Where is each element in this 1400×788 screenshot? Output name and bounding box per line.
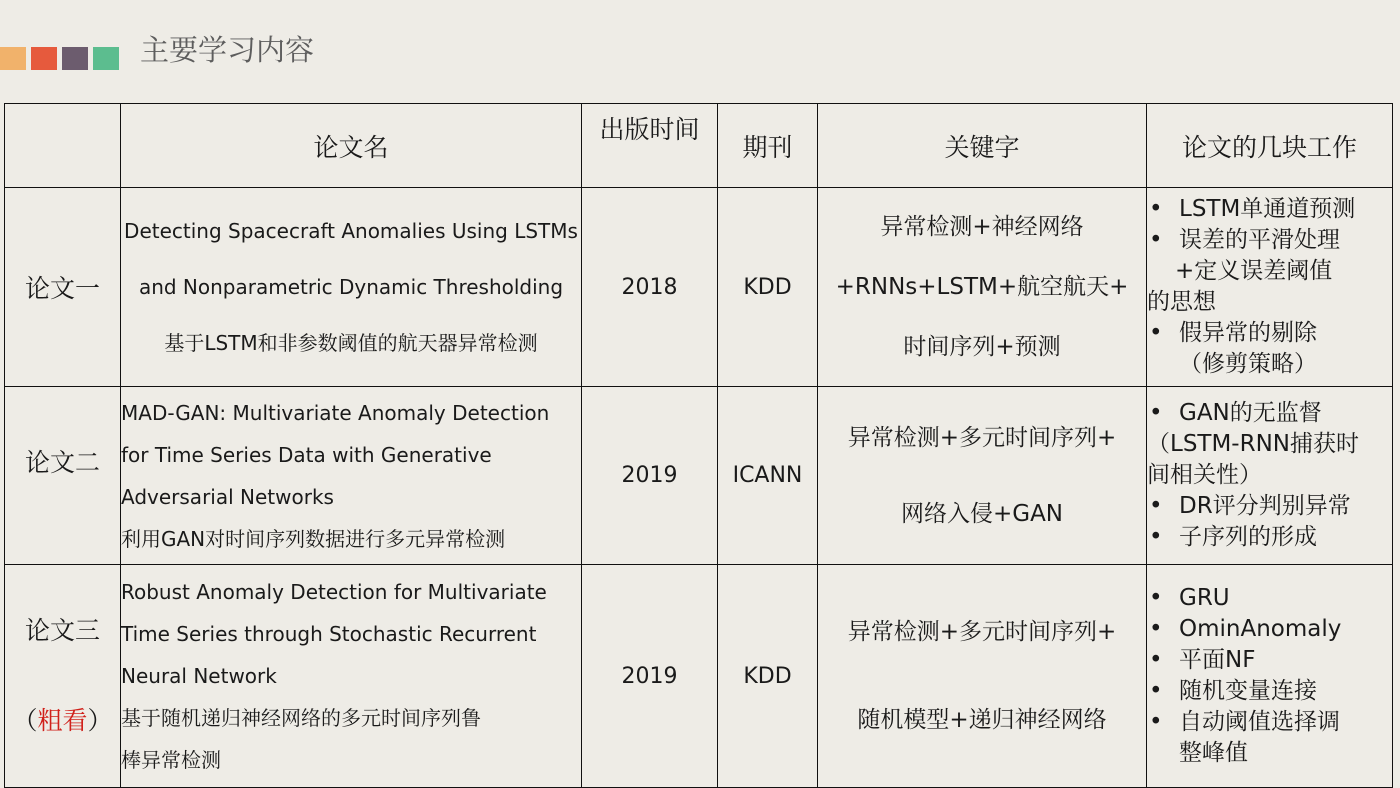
paper-title-line: and Nonparametric Dynamic Thresholding: [138, 275, 564, 299]
keywords-line: 异常检测+多元时间序列+: [847, 424, 1117, 451]
works-cell: [1147, 565, 1393, 788]
work-item-continued: +定义误差阈值: [1175, 258, 1333, 284]
paper-title-line: Adversarial Networks: [121, 484, 334, 509]
work-item-continued: （LSTM-RNN捕获时: [1147, 431, 1359, 457]
table-row: [5, 565, 1393, 788]
keywords-cell: [818, 565, 1147, 788]
paper-title-line: Robust Anomaly Detection for Multivariate: [121, 580, 547, 604]
works-cell: [1147, 387, 1393, 565]
work-item: • GAN的无监督: [1147, 398, 1392, 429]
row-label: [5, 387, 121, 565]
table-row: [5, 188, 1393, 387]
table-row: [5, 387, 1393, 565]
paper-title-cell: [121, 565, 582, 788]
paper-title-line: for Time Series Data with Generative: [121, 442, 492, 467]
work-item: • 平面NF: [1147, 645, 1392, 676]
paper-title-line: Detecting Spacecraft Anomalies Using LSTMs: [124, 219, 578, 243]
work-item: • GRU: [1147, 583, 1392, 614]
slide-title: 主要学习内容: [140, 33, 315, 67]
keywords-line: 异常检测+多元时间序列+: [847, 619, 1117, 645]
paper-title-line: Time Series through Stochastic Recurrent: [121, 622, 537, 646]
paper-title-line: 基于随机递归神经网络的多元时间序列鲁: [121, 706, 481, 730]
journal-cell: KDD: [718, 565, 818, 788]
work-item: • LSTM单通道预测: [1147, 194, 1392, 225]
journal-cell: KDD: [718, 188, 818, 387]
paper-table: [4, 103, 1393, 788]
square-orange: [0, 47, 26, 70]
keywords-line: 网络入侵+GAN: [900, 500, 1064, 527]
work-item: • DR评分判别异常: [1147, 491, 1392, 522]
work-item: • 子序列的形成: [1147, 522, 1392, 553]
paper-title-line: MAD-GAN: Multivariate Anomaly Detection: [121, 400, 550, 425]
row-label: [5, 565, 121, 788]
year-cell: 2019: [582, 387, 718, 565]
works-cell: [1147, 188, 1393, 387]
year-cell: 2019: [582, 565, 718, 788]
work-item-continued: 间相关性）: [1147, 462, 1262, 488]
row-label-text: 论文一: [24, 274, 100, 303]
keywords-line: 异常检测+神经网络: [880, 214, 1084, 240]
header-cell-empty: [5, 104, 121, 188]
slide-header: [0, 30, 1400, 90]
paper-title-line: 利用GAN对时间序列数据进行多元异常检测: [121, 526, 506, 551]
keywords-line: 时间序列+预测: [903, 334, 1061, 360]
paper-title-cell: [121, 188, 582, 387]
paper-title-line: 棒异常检测: [121, 748, 221, 772]
header-cell-keywords: 关键字: [818, 104, 1147, 188]
row-label-text: 论文二: [24, 448, 100, 477]
row-label: [5, 188, 121, 387]
work-item: • 随机变量连接: [1147, 676, 1392, 707]
year-cell: 2018: [582, 188, 718, 387]
header-cell-works: 论文的几块工作: [1147, 104, 1393, 188]
work-item-continued: （修剪策略）: [1179, 351, 1317, 377]
work-item-continued: 的思想: [1147, 289, 1216, 315]
square-purple: [62, 47, 88, 70]
keywords-line: +RNNs+LSTM+航空航天+: [835, 274, 1129, 300]
square-red: [31, 47, 57, 70]
work-item: • 自动阈值选择调: [1147, 707, 1392, 738]
keywords-line: 随机模型+递归神经网络: [857, 707, 1107, 733]
header-cell-title: 论文名: [121, 104, 582, 188]
row-label-note: （粗看）: [12, 706, 113, 735]
work-item: • OminAnomaly: [1147, 614, 1392, 645]
work-item: • 误差的平滑处理: [1147, 225, 1392, 256]
table-header-row: [5, 104, 1393, 188]
square-green: [93, 47, 119, 70]
work-item: • 假异常的剔除: [1147, 318, 1392, 349]
decorative-squares: [0, 47, 119, 70]
paper-title-cell: [121, 387, 582, 565]
paper-title-line: Neural Network: [121, 664, 277, 688]
work-item-continued: 整峰值: [1179, 740, 1248, 766]
row-label-text: 论文三: [24, 616, 100, 645]
header-cell-journal: 期刊: [718, 104, 818, 188]
keywords-cell: [818, 387, 1147, 565]
paper-title-line: 基于LSTM和非参数阈值的航天器异常检测: [164, 331, 538, 355]
keywords-cell: [818, 188, 1147, 387]
row-label-note-text: 粗看: [37, 706, 88, 735]
journal-cell: ICANN: [718, 387, 818, 565]
header-cell-year: 出版时间: [582, 104, 718, 188]
